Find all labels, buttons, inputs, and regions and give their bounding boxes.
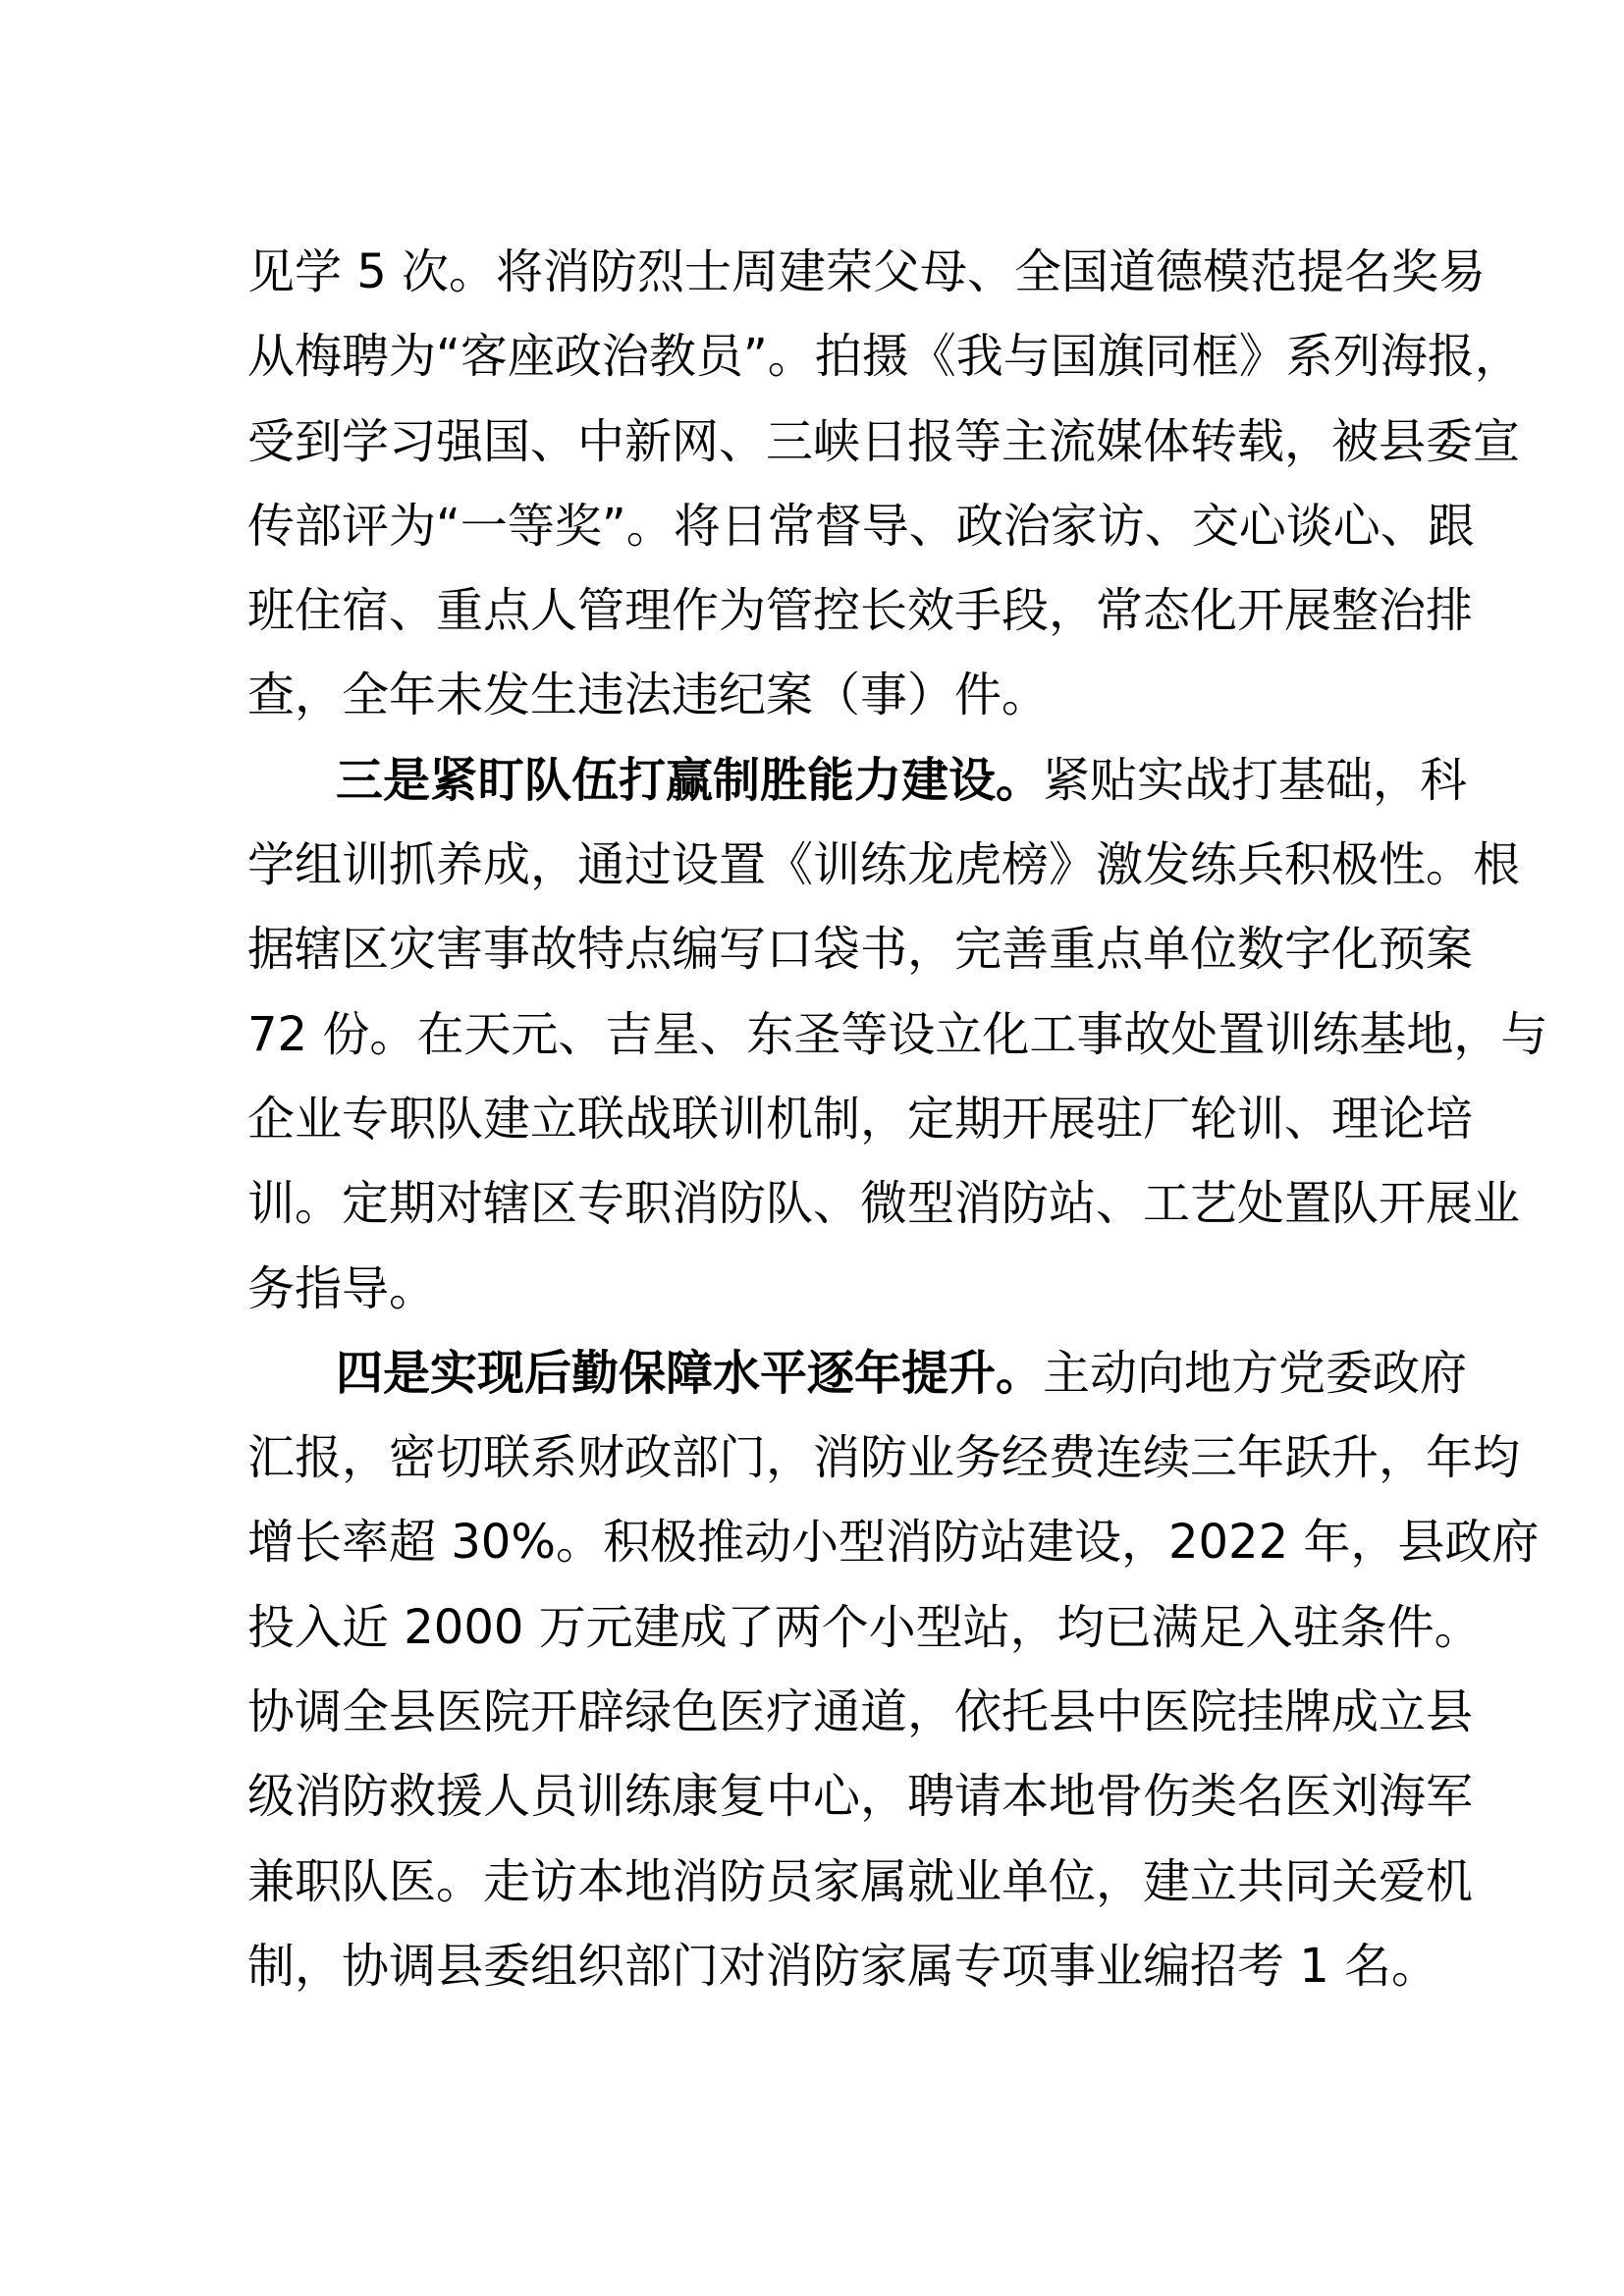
text-line: 汇报，密切联系财政部门，消防业务经费连续三年跃升，年均 <box>247 1430 1521 1486</box>
text-line <box>247 1331 1468 1415</box>
text-line: 据辖区灾害事故特点编写口袋书，完善重点单位数字化预案 <box>247 922 1474 978</box>
text-line: 增长率超 30%。积极推动小型消防站建设，2022 年，县政府 <box>247 1515 1540 1571</box>
text-line: 企业专职队建立联战联训机制，定期开展驻厂轮训、理论培 <box>247 1091 1474 1147</box>
text-line: 制，协调县委组织部门对消防家属专项事业编招考 1 名。 <box>247 1938 1439 1994</box>
text-span: 紧贴实战打基础，科 <box>1043 752 1468 808</box>
text-line: 级消防救援人员训练康复中心，聘请本地骨伤类名医刘海军 <box>247 1769 1474 1825</box>
text-line: 训。定期对辖区专职消防队、微型消防站、工艺处置队开展业 <box>247 1176 1521 1232</box>
text-line: 班住宿、重点人管理作为管控长效手段，常态化开展整治排 <box>247 583 1474 639</box>
text-line: 见学 5 次。将消防烈士周建荣父母、全国道德模范提名奖易 <box>247 244 1487 299</box>
paragraph-heading: 四是实现后勤保障水平逐年提升。 <box>336 1345 1044 1401</box>
text-line: 从梅聘为“客座政治教员”。拍摄《我与国旗同框》系列海报， <box>247 329 1522 385</box>
text-line: 传部评为“一等奖”。将日常督导、政治家访、交心谈心、跟 <box>247 498 1475 554</box>
text-line: 学组训抓养成，通过设置《训练龙虎榜》激发练兵积极性。根 <box>247 837 1521 893</box>
document-page <box>247 230 1548 2008</box>
text-line: 协调全县医院开辟绿色医疗通道，依托县中医院挂牌成立县 <box>247 1684 1474 1740</box>
text-line: 查，全年未发生违法违纪案（事）件。 <box>247 667 1050 723</box>
paragraph-1 <box>247 230 1522 738</box>
text-line: 72 份。在天元、吉星、东圣等设立化工事故处置训练基地，与 <box>247 1006 1548 1062</box>
text-line: 兼职队医。走访本地消防员家属就业单位，建立共同关爱机 <box>247 1853 1474 1909</box>
paragraph-heading: 三是紧盯队伍打赢制胜能力建设。 <box>336 752 1044 808</box>
text-line: 受到学习强国、中新网、三峡日报等主流媒体转载，被县委宣 <box>247 413 1521 469</box>
text-line <box>247 738 1468 823</box>
text-span: 主动向地方党委政府 <box>1043 1345 1468 1401</box>
text-line: 投入近 2000 万元建成了两个小型站，均已满足入驻条件。 <box>247 1599 1482 1655</box>
text-line: 务指导。 <box>247 1260 437 1316</box>
paragraph-2 <box>247 738 1548 1331</box>
paragraph-3 <box>247 1331 1540 2008</box>
